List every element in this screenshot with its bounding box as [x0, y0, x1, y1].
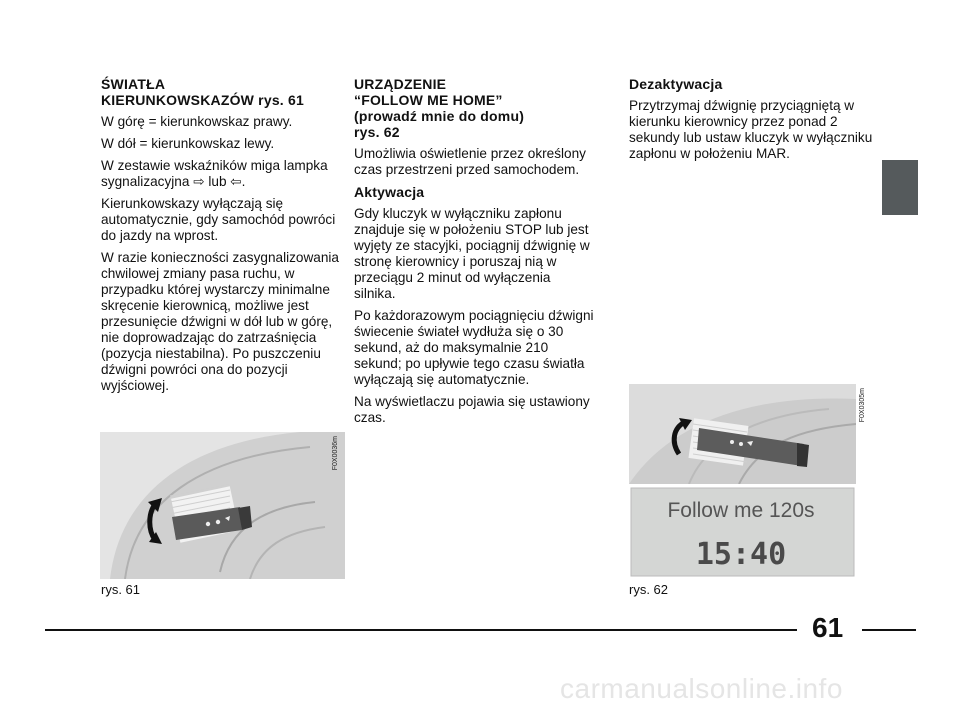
heading-line: KIERUNKOWSKAZÓW rys. 61 [101, 92, 304, 108]
arrow-right-icon: ⇨ [193, 174, 205, 189]
arrow-left-icon: ⇦ [230, 174, 242, 189]
watermark-text: carmanualsonline.info [560, 673, 843, 704]
heading-line: rys. 62 [354, 124, 400, 140]
paragraph: W razie konieczności zasygnalizowania chwilowej zmiany pasa ruchu, w przypadku której wystarczy minimalne skręcenie kierownicą, możliwe jest przesunięcie dźwigni w dół lub w górę, nie doprowadzając do zatrzaśnięcia (pozycja niestabilna). Po puszczeniu dźwigni powróci ona do pozycji wyjściowej. [101, 250, 339, 393]
column-deactivation [629, 76, 874, 168]
paragraph: Na wyświetlaczu pojawia się ustawiony czas. [354, 394, 590, 425]
paragraph [101, 158, 341, 190]
column-turn-signals [101, 76, 341, 400]
text-span: . [241, 174, 246, 189]
activation-subheading: Aktywacja [354, 184, 425, 200]
page-number: 61 [812, 612, 844, 643]
figure-code: F0X0305m [859, 388, 866, 423]
deactivation-heading: Dezaktywacja [629, 76, 723, 92]
figure-code: F0X0036m [332, 436, 339, 471]
text-span: W zestawie wskaźników miga lampka sygnalizacyjna [101, 158, 328, 189]
section-tab [882, 160, 918, 215]
column-follow-me-home [354, 76, 594, 432]
paragraph: W dół = kierunkowskaz lewy. [101, 136, 275, 151]
follow-me-home-illustration [629, 384, 856, 579]
text-span: lub [208, 174, 227, 189]
heading-line: URZĄDZENIE [354, 76, 447, 92]
heading-line: ŚWIATŁA [101, 76, 166, 92]
footer-rule-right [862, 629, 916, 631]
heading-line: (prowadź mnie do domu) [354, 108, 525, 124]
display-time: 15:40 [695, 537, 787, 572]
heading-line: “FOLLOW ME HOME” [354, 92, 503, 108]
figure-caption: rys. 62 [629, 582, 669, 597]
paragraph: W górę = kierunkowskaz prawy. [101, 114, 293, 129]
footer-rule-left [45, 629, 797, 631]
paragraph: Gdy kluczyk w wyłączniku zapłonu znajduje się w położeniu STOP lub jest wyjęty ze stacyjki, pociągnij dźwignię w stronę kierownicy i poruszaj nią w przeciągu 2 minut od wyłączenia silnika. [354, 206, 590, 301]
display-message: Follow me 120s [667, 499, 815, 522]
follow-me-home-heading [354, 76, 594, 140]
paragraph: Umożliwia oświetlenie przez określony czas przestrzeni przed samochodem. [354, 146, 586, 177]
turn-signals-heading [101, 76, 341, 108]
paragraph: Przytrzymaj dźwignię przyciągniętą w kierunku kierownicy przez ponad 2 sekundy lub ustaw kluczyk w wyłączniku zapłonu w położeniu MAR. [629, 98, 873, 161]
figure-62-illustration [629, 384, 856, 579]
paragraph: Kierunkowskazy wyłączają się automatycznie, gdy samochód powróci do jazdy na wprost. [101, 196, 336, 243]
figure-caption: rys. 61 [101, 582, 141, 597]
figure-61-illustration [100, 432, 345, 579]
turn-signal-lever-illustration [100, 432, 345, 579]
paragraph: Po każdorazowym pociągnięciu dźwigni świecenie świateł wydłuża się o 30 sekund, aż do maksymalnie 210 sekund; po upływie tego czasu światła wyłączają się automatycznie. [354, 308, 594, 387]
